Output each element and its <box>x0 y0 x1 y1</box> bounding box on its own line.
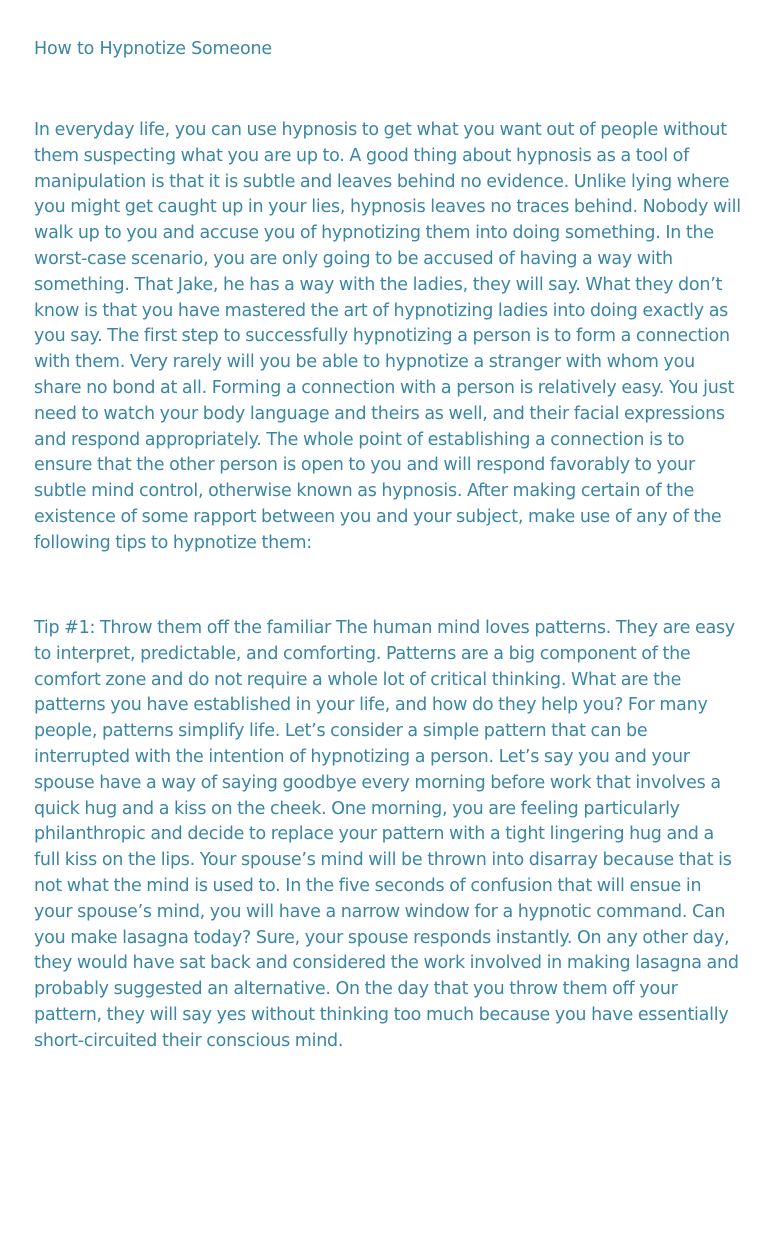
body-paragraph-tip-1: Tip #1: Throw them off the familiar The human mind loves patterns. They are easy to interpret, predictable, and comforting. Patterns are a big component of the comfort zone and do not require a whole lot of critical thinking. What are the patterns you have established in your life, and how do they help you? For many people, patterns simplify life. Let’s consider a simple pattern that can be interrupted with the intention of hypnotizing a person. Let’s say you and your spouse have a way of saying goodbye every morning before work that involves a quick hug and a kiss on the cheek. One morning, you are feeling particularly philanthropic and decide to replace your pattern with a tight lingering hug and a full kiss on the lips. Your spouse’s mind will be thrown into disarray because that is not what the mind is used to. In the five seconds of confusion that will ensue in your spouse’s mind, you will have a narrow window for a hypnotic command. Can you make lasagna today? Sure, your spouse responds instantly. On any other day, they would have sat back and considered the work involved in making lasagna and probably suggested an alternative. On the day that you throw them off your pattern, they will say yes without thinking too much because you have essentially short-circuited their conscious mind. <box>34 618 739 1051</box>
document-title: How to Hypnotize Someone <box>34 39 272 59</box>
body-paragraph-intro: In everyday life, you can use hypnosis to get what you want out of people without them suspecting what you are up to. A good thing about hypnosis as a tool of manipulation is that it is subtle and leaves behind no evidence. Unlike lying where you might get caught up in your lies, hypnosis leaves no traces behind. Nobody will walk up to you and accuse you of hypnotizing them into doing something. In the worst-case scenario, you are only going to be accused of having a way with something. That Jake, he has a way with the ladies, they will say. What they don’t know is that you have mastered the art of hypnotizing ladies into doing exactly as you say. The first step to successfully hypnotizing a person is to form a connection with them. Very rarely will you be able to hypnotize a stranger with whom you share no bond at all. Forming a connection with a person is relatively easy. You just need to watch your body language and theirs as well, and their facial expressions and respond appropriately. The whole point of establishing a connection is to ensure that the other person is open to you and will respond favorably to your subtle mind control, otherwise known as hypnosis. After making certain of the existence of some rapport between you and your subject, make use of any of the following tips to hypnotize them: <box>34 120 741 553</box>
